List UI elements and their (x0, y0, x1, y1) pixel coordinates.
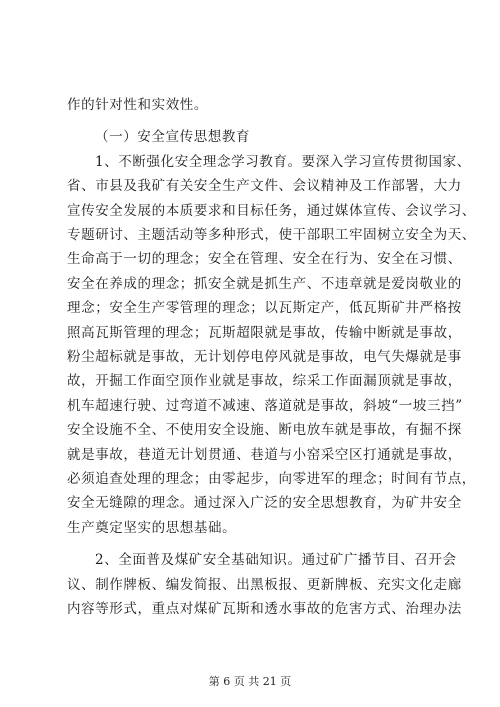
text-line: 故，开掘工作面空顶作业就是事故，综采工作面漏顶就是事故， (67, 373, 462, 390)
text-line: 就是事故，巷道无计划贯通、巷道与小窑采空区打通就是事故， (67, 446, 462, 463)
text-line: 必须追查处理的理念；由零起步，向零进军的理念；时间有节点， (67, 471, 476, 487)
text-line: 安全无缝隙的理念。通过深入广泛的安全思想教育，为矿井安全 (67, 495, 462, 512)
text-line: 照高瓦斯管理的理念；瓦斯超限就是事故，传输中断就是事故， (67, 324, 462, 341)
text-line: 宣传安全发展的本质要求和目标任务，通过媒体宣传、会议学习、 (67, 202, 476, 219)
section-heading: （一）安全宣传思想教育 (95, 129, 251, 146)
text-line: 生命高于一切的理念；安全在管理、安全在行为、安全在习惯、 (67, 251, 462, 268)
text-line: 机车超速行驶、过弯道不减速、落道就是事故，斜坡“一坡三挡” (67, 397, 463, 414)
text-line: 专题研讨、主题活动等多种形式，使干部职工牢固树立安全为天、 (67, 227, 476, 243)
text-line: 理念；安全生产零管理的理念；以瓦斯定产，低瓦斯矿井严格按 (67, 300, 462, 317)
paragraph-first-line: 1、不断强化安全理念学习教育。要深入学习宣传贯彻国家、 (95, 153, 471, 170)
text-line: 安全在养成的理念；抓安全就是抓生产、不违章就是爱岗敬业的 (67, 275, 462, 292)
text-line: 议、制作牌板、编发简报、出黑板报、更新牌板、充实文化走廊 (67, 576, 462, 593)
text-line: 作的针对性和实效性。 (67, 97, 208, 113)
text-line: 内容等形式，重点对煤矿瓦斯和透水事故的危害方式、治理办法 (67, 601, 462, 617)
text-line: 粉尘超标就是事故，无计划停电停风就是事故，电气失爆就是事 (67, 349, 462, 365)
text-line: 生产奠定坚实的思想基础。 (67, 519, 237, 536)
text-line: 安全设施不全、不使用安全设施、断电放车就是事故，有掘不探 (67, 422, 462, 439)
page-number-footer: 第 6 页 共 21 页 (208, 675, 292, 688)
text-line: 省、市县及我矿有关安全生产文件、会议精神及工作部署，大力 (67, 178, 462, 195)
paragraph-first-line: 2、全面普及煤矿安全基础知识。通过矿广播节目、召开会 (95, 552, 457, 569)
